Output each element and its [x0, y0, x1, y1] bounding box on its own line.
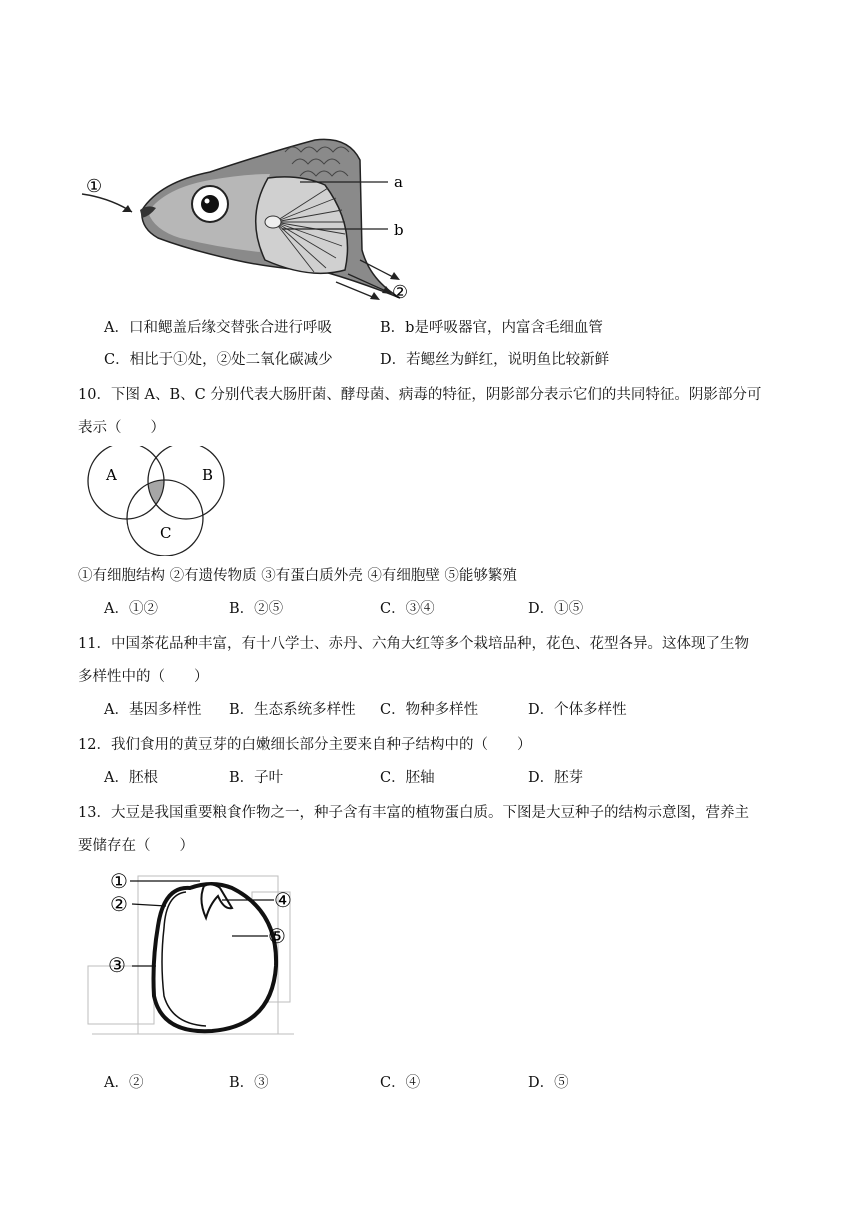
- q11-option-c-text: 物种多样性: [405, 702, 479, 718]
- q10-option-d-text: ①⑤: [554, 601, 584, 617]
- q13-option-d: [528, 1071, 569, 1092]
- q10-option-b-text: ②⑤: [254, 601, 284, 617]
- q10-stem-line2: 表示（ ）: [78, 420, 165, 436]
- q9-option-a-key: A．: [104, 320, 129, 336]
- q11-option-a-text: 基因多样性: [128, 702, 202, 718]
- q9-option-a-text: 口和鳃盖后缘交替张合进行呼吸: [128, 320, 332, 336]
- q12-option-d-text: 胚芽: [554, 770, 584, 786]
- seed-label-3: ③: [108, 953, 126, 977]
- q9-option-b-text: b是呼吸器官，内富含毛细血管: [405, 320, 603, 336]
- q10-stem-line1: 10．下图 A、B、C 分别代表大肠肝菌、酵母菌、病毒的特征，阴影部分表示它们的共同特征。阴影部分可: [78, 387, 762, 403]
- q9-option-b-key: B．: [380, 320, 406, 336]
- q13-option-b-text: ③: [254, 1075, 269, 1091]
- q11-option-c-key: C．: [380, 702, 406, 718]
- q11-option-b: [229, 698, 356, 719]
- fish-gill-diagram: [70, 130, 420, 305]
- q9-option-d-key: D．: [380, 352, 407, 368]
- q11-option-d: [528, 698, 627, 719]
- q11-option-c: [380, 698, 478, 719]
- q10-option-d: [528, 597, 583, 618]
- q11-option-d-text: 个体多样性: [554, 702, 627, 718]
- venn-label-c: C: [160, 524, 172, 542]
- q12-option-a-text: 胚根: [128, 770, 158, 786]
- q13-option-c: [380, 1071, 420, 1092]
- q11-stem-line2: 多样性中的（ ）: [78, 669, 209, 685]
- q9-option-c-text: 相比于①处，②处二氧化碳减少: [129, 352, 333, 368]
- q13-option-d-key: D．: [528, 1075, 555, 1091]
- q10-option-c-key: C．: [380, 601, 406, 617]
- q13-stem-line2: 要储存在（ ）: [78, 838, 194, 854]
- q12-option-b-text: 子叶: [254, 770, 284, 786]
- outflow-marker-label: ②: [392, 282, 409, 303]
- venn-label-b: B: [202, 466, 214, 484]
- seed-label-4: ④: [274, 888, 292, 912]
- q13-option-a-text: ②: [128, 1075, 144, 1091]
- q12-option-c: [380, 766, 435, 787]
- q12-option-b: [229, 766, 283, 787]
- q9-option-c-key: C．: [104, 352, 130, 368]
- q12-option-a-key: A．: [104, 770, 129, 786]
- q13-option-c-key: C．: [380, 1075, 406, 1091]
- venn-diagram: [78, 446, 248, 556]
- q12-option-d: [528, 766, 583, 787]
- q13-option-a-key: A．: [104, 1075, 129, 1091]
- q12-option-b-key: B．: [229, 770, 255, 786]
- soybean-seed-diagram: [82, 866, 302, 1041]
- q9-option-d-text: 若鳃丝为鲜红，说明鱼比较新鲜: [406, 352, 610, 368]
- q11-stem-line1: 11．中国茶花品种丰富，有十八学士、赤丹、六角大红等多个栽培品种，花色、花型各异。这体现了生物: [78, 636, 749, 652]
- q13-option-a: [104, 1071, 143, 1092]
- q11-option-b-key: B．: [229, 702, 255, 718]
- q12-option-d-key: D．: [528, 770, 555, 786]
- q10-features: ①有细胞结构 ②有遗传物质 ③有蛋白质外壳 ④有细胞壁 ⑤能够繁殖: [78, 568, 517, 584]
- gill-label-a: a: [394, 173, 403, 191]
- q9-option-a: [104, 316, 332, 337]
- q10-option-b: [229, 597, 283, 618]
- venn-label-a: A: [106, 466, 117, 484]
- q11-option-a: [104, 698, 201, 719]
- q10-option-c-text: ③④: [405, 601, 435, 617]
- q9-option-c: [104, 348, 333, 369]
- inflow-marker-label: ①: [86, 176, 103, 197]
- q10-option-c: [380, 597, 435, 618]
- q13-option-d-text: ⑤: [554, 1075, 569, 1091]
- q10-option-a: [104, 597, 158, 618]
- seed-label-5: ⑤: [268, 924, 286, 948]
- q13-option-c-text: ④: [405, 1075, 421, 1091]
- q11-option-d-key: D．: [528, 702, 555, 718]
- q12-option-c-text: 胚轴: [405, 770, 435, 786]
- q12-option-c-key: C．: [380, 770, 406, 786]
- q11-option-b-text: 生态系统多样性: [254, 702, 356, 718]
- q10-option-d-key: D．: [528, 601, 555, 617]
- q11-option-a-key: A．: [104, 702, 129, 718]
- q13-stem-line1: 13．大豆是我国重要粮食作物之一，种子含有丰富的植物蛋白质。下图是大豆种子的结构示意图，营养主: [78, 805, 749, 821]
- q13-option-b: [229, 1071, 269, 1092]
- seed-label-1: ①: [110, 869, 128, 893]
- seed-label-2: ②: [110, 892, 128, 916]
- q10-option-a-text: ①②: [128, 601, 158, 617]
- gill-label-b: b: [394, 221, 404, 239]
- q10-option-a-key: A．: [104, 601, 129, 617]
- q13-option-b-key: B．: [229, 1075, 255, 1091]
- q12-option-a: [104, 766, 158, 787]
- q10-option-b-key: B．: [229, 601, 255, 617]
- q9-option-b: [380, 316, 603, 337]
- q9-option-d: [380, 348, 609, 369]
- q12-stem-line1: 12．我们食用的黄豆芽的白嫩细长部分主要来自种子结构中的（ ）: [78, 737, 532, 753]
